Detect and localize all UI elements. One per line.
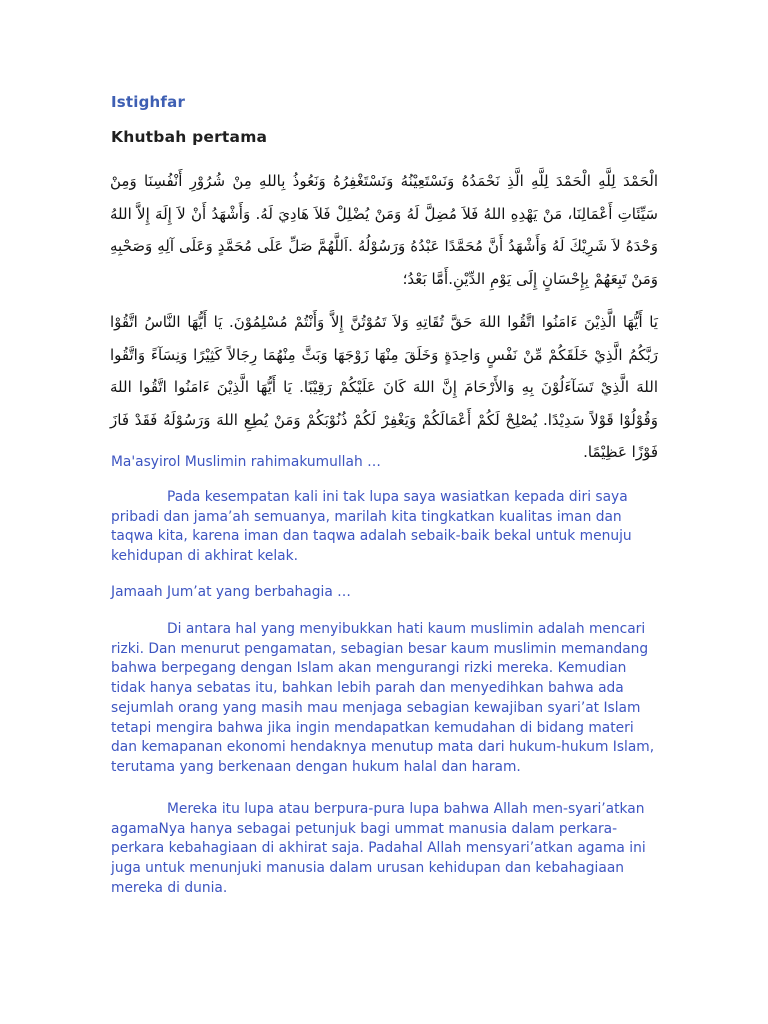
arabic-opening-text: الْحَمْدَ لِلَّهِ الْحَمْدَ لِلَّهِ الَّذِ نَحْمَدُهُ وَنَسْتَعِيْنُهُ وَنَسْتَغْفِرُهُ وَنَعُوذُ بِاللهِ مِنْ شُرُوْرِ أَنْفُسِنَا وَمِنْ سَيِّئَاتِ أَعْمَالِنَا، مَنْ يَهْدِهِ اللهُ فَلاَ مُضِلَّ لَهُ وَمَنْ يُضْلِلْ فَلاَ هَادِيَ لَهُ. وَأَشْهَدُ أَنْ لاَ إِلَهَ إِلاَّ اللهُ وَحْدَهُ لاَ شَرِيْكَ لَهُ وَأَشْهَدُ أَنَّ مُحَمَّدًا عَبْدُهُ وَرَسُوْلُهُ .اَللَّهُمَّ صَلِّ عَلَى مُحَمَّدٍ وَعَلَى آلِهِ وَصَحْبِهِ وَمَنْ تَبِعَهُمْ بِإِحْسَانٍ إِلَى يَوْمِ الدِّيْنِ.أَمَّا بَعْدُ؛: [110, 172, 658, 288]
paragraph-3: Mereka itu lupa atau berpura-pura lupa bahwa Allah men-syari’atkan agamaNya hanya sebagai petunjuk bagi ummat manusia dalam perkara-perkara kebahagiaan di akhirat saja. Padahal Allah mensyari’atkan agama ini juga untuk menunjuki manusia dalam urusan kehidupan dan kebahagiaan mereka di dunia.: [111, 801, 646, 896]
address-line-1: Ma'asyirol Muslimin rahimakumullah …: [111, 454, 381, 470]
paragraph-2: Di antara hal yang menyibukkan hati kaum muslimin adalah mencari rizki. Dan menurut pengamatan, sebagian besar kaum muslimin memandang bahwa berpegang dengan Islam akan mengurangi rizki mereka. Kemudian tidak hanya sebatas itu, bahkan lebih parah dan menyedihkan bahwa ada sejumlah orang yang masih mau menjaga sebagian kewajiban syari’at Islam tetapi mengira bahwa jika ingin mendapatkan kemudahan di bidang materi dan kemapanan ekonomi hendaknya menutup mata dari hukum-hukum Islam, terutama yang berkenaan dengan hukum halal dan haram.: [111, 621, 655, 775]
paragraph-1: Pada kesempatan kali ini tak lupa saya wasiatkan kepada diri saya pribadi dan jama’ah semuanya, marilah kita tingkatkan kualitas iman dan taqwa kita, karena iman dan taqwa adalah sebaik-baik bekal untuk menuju kehidupan di akhirat kelak.: [111, 489, 632, 565]
address-line-2: Jamaah Jum’at yang berbahagia …: [111, 584, 351, 600]
arabic-verses-text: يَا أَيُّهَا الَّذِيْنَ ءَامَنُوا اتَّقُوا اللهَ حَقَّ تُقَاتِهِ وَلاَ تَمُوْتُنَّ إِلاَّ وَأَنْتُمْ مُسْلِمُوْنَ. يَا أَيُّهَا النَّاسُ اتَّقُوْا رَبَّكُمُ الَّذِيْ خَلَقَكُمْ مِّنْ نَفْسٍ وَاحِدَةٍ وَخَلَقَ مِنْهَا زَوْجَهَا وَبَثَّ مِنْهُمَا رِجَالاً كَثِيْرًا وَنِسَآءً وَاتَّقُوا اللهَ الَّذِيْ تَسَآءَلُوْنَ بِهِ وَالأَرْحَامَ إِنَّ اللهَ كَانَ عَلَيْكُمْ رَقِيْبًا. يَا أَيُّهَا الَّذِيْنَ ءَامَنُوا اتَّقُوا اللهَ وَقُوْلُوْا قَوْلاً سَدِيْدًا. يُصْلِحْ لَكُمْ أَعْمَالَكُمْ وَيَغْفِرْ لَكُمْ ذُنُوْبَكُمْ وَمَنْ يُطِعِ اللهَ وَرَسُوْلَهُ فَقَدْ فَازَ فَوْزًا عَظِيْمًا.: [110, 313, 658, 461]
section-heading: Khutbah pertama: [111, 128, 268, 146]
document-title: Istighfar: [111, 93, 186, 111]
